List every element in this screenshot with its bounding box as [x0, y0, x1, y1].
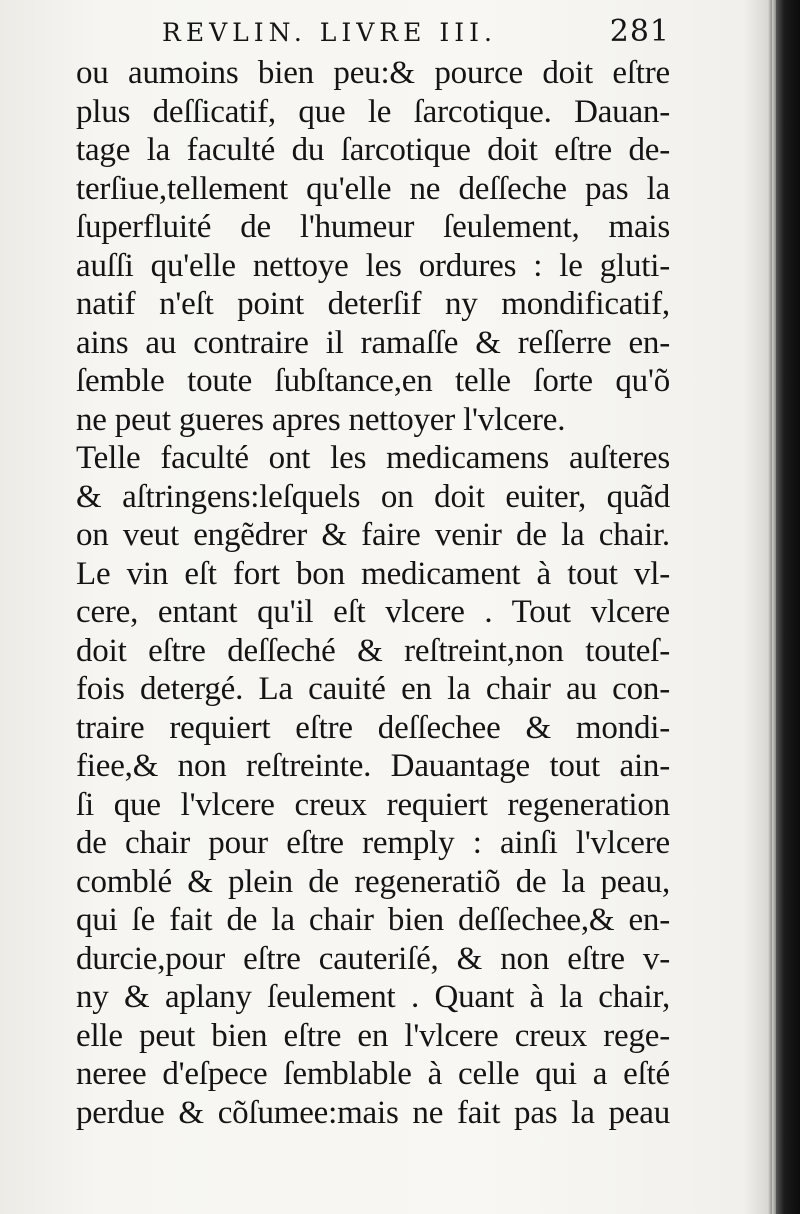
- text-line: de chair pour eſtre remply : ainſi l'vlcere: [76, 825, 670, 861]
- text-line: fiee,& non reſtreinte. Dauantage tout ain-: [76, 748, 670, 784]
- text-line: traire requiert eſtre deſſechee & mondi-: [76, 709, 670, 746]
- text-line: Telle faculté ont les medicamens auſteres: [76, 440, 670, 476]
- text-line: fois detergé. La cauité en la chair au con-: [76, 671, 670, 707]
- text-line: neree d'eſpece ſemblable à celle qui a eſté: [76, 1056, 670, 1092]
- running-head: REVLIN. LIVRE III.: [162, 18, 497, 47]
- text-line: ne peut gueres apres nettoyer l'vlcere.: [76, 401, 566, 438]
- text-line: ſemble toute ſubſtance,en telle ſorte qu'õ: [76, 363, 670, 399]
- show-through-text: [700, 270, 770, 970]
- text-line: perdue & cõſumee:mais ne fait pas la peau: [76, 1094, 670, 1131]
- text-line: terſiue,tellement qu'elle ne deſſeche pas la: [76, 170, 670, 207]
- text-line: ſi que l'vlcere creux requiert regeneration: [76, 786, 670, 823]
- text-line: cere, entant qu'il eſt vlcere . Tout vlcere: [76, 594, 670, 630]
- text-line: ſuperfluité de l'humeur ſeulement, mais: [76, 209, 670, 245]
- text-line: ou aumoins bien peu:& pource doit eſtre: [76, 55, 670, 91]
- text-line: on veut engẽdrer & faire venir de la chair.: [76, 517, 670, 553]
- text-line: & aſtringens:leſquels on doit euiter, quãd: [76, 478, 670, 515]
- body-text: [76, 54, 670, 1132]
- text-line: plus deſſicatif, que le ſarcotique. Dauan-: [76, 93, 670, 130]
- text-line: ny & aplany ſeulement . Quant à la chair,: [76, 979, 670, 1015]
- page-header: [150, 14, 670, 54]
- page-number: 281: [609, 14, 670, 49]
- binding-shadow: [776, 0, 800, 1214]
- text-line: tage la faculté du ſarcotique doit eſtre de-: [76, 132, 670, 168]
- text-line: Le vin eſt fort bon medicament à tout vl-: [76, 555, 670, 592]
- text-line: natif n'eſt point deterſif ny mondificatif,: [76, 286, 670, 322]
- text-line: doit eſtre deſſeché & reſtreint,non touteſ-: [76, 632, 670, 669]
- text-line: ains au contraire il ramaſſe & reſſerre en-: [76, 324, 670, 361]
- text-line: durcie,pour eſtre cauteriſé, & non eſtre v-: [76, 940, 670, 977]
- text-line: comblé & plein de regeneratiõ de la peau,: [76, 863, 670, 900]
- text-line: elle peut bien eſtre en l'vlcere creux rege-: [76, 1017, 670, 1054]
- text-line: qui ſe fait de la chair bien deſſechee,& en-: [76, 902, 670, 938]
- text-line: auſſi qu'elle nettoye les ordures : le gluti-: [76, 247, 670, 284]
